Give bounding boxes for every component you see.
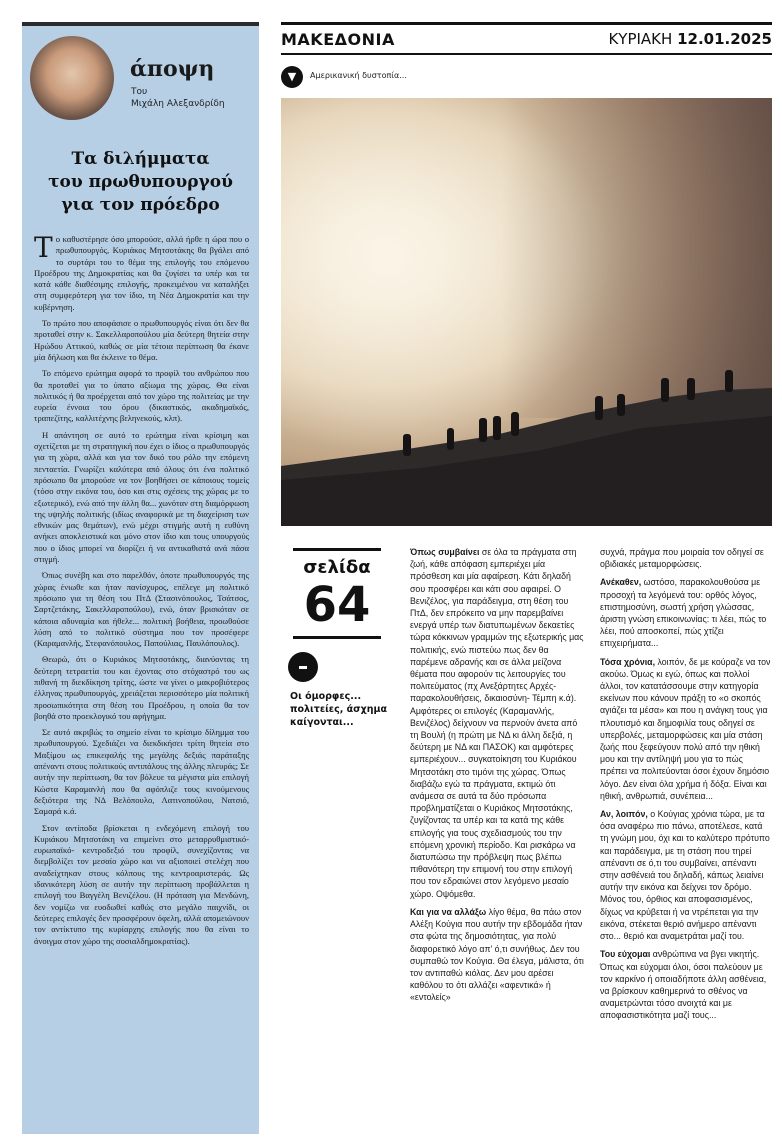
author-photo (30, 36, 114, 120)
opinion-paragraph: Θεωρώ, ότι ο Κυριάκος Μητσοτάκης, διανύοντας τη δεύτερη τετραετία του και έχοντας στο στόχαστρό του ως πιθανή τη διεκδίκηση τρίτης, ώστε να γίνει ο μακροβιότερος έλληνας πρωθυπουργός, χρειάζεται περισσότερο μία πολιτική προσωπικότητα στη θέση του Προέδρου, η οποία θα τον βοηθά στο προεκλογικό του αφήγημα. (34, 654, 249, 721)
page-marker-rule (293, 548, 381, 551)
byline (131, 86, 225, 110)
opinion-paragraph: Το επόμενο ερώτημα αφορά το προφίλ του ανθρώπου που θα προταθεί για το ύπατο αξίωμα της χώρας. Θα είναι πολιτικός ή θα προέρχεται από τον χώρο της πολιτείας με την ευρεία έννοια του όρου (δικαστικός, ακαδημαϊκός, τραπεζίτης, καλλιτέχνης βεληνεκούς, κλπ). (34, 368, 249, 424)
dropcap: Τ (34, 231, 53, 264)
opinion-paragraph: Σε αυτό ακριβώς το σημείο είναι το κρίσιμο δίλημμα του πρωθυπουργού. Σχεδιάζει να διεκδικήσει τρίτη θητεία στο Μαξίμου ως επικεφαλής της μεγάλης δεξιάς παράταξης απέναντι στους πολιτικούς αντιπάλους της άλλης πλευράς; Σε αυτήν την περίπτωση, θα τον βόλευε τα μέγιστα μία επιλογή Κώστα Καραμανλή που θα αφόπλιζε τους κινούμενους δεξιότερα της ΝΔ Βελόπουλο, Λατινοπούλου, Νατσιό, Σαμαρά κ.ά. (34, 727, 249, 817)
headline-line: Τα διλήμματα (71, 149, 210, 169)
author-name: Μιχάλη Αλεξανδρίδη (131, 99, 225, 109)
column-paragraph: Και για να αλλάξω λίγο θέμα, θα πάω στον Αλέξη Κούγια που αυτήν την εβδομάδα ήταν στα φώτα της δημοσιότητας, για πολύ διαφορετικό λόγο απ' ό,τι συνήθως. Δεν του συμπαθώ τον Κούγια. Θα έλεγα, μάλιστα, ότι τον αντιπαθώ κιόλας. Δεν μου αρέσει καθόλου το ότι αλλάζει «αφεντικά» ή «εντολείς» (410, 906, 584, 1003)
column-top-rule (22, 22, 259, 26)
headline-line: του πρωθυπουργού (48, 172, 233, 192)
opinion-body (34, 231, 249, 952)
page-label: σελίδα (303, 557, 371, 578)
paragraph-lead: Και για να αλλάξω (410, 906, 487, 917)
opinion-paragraph: Το πρώτο που αποφάσισε ο πρωθυπουργός είναι ότι δεν θα προταθεί στην κ. Σακελλαροπούλου μία δεύτερη θητεία στην Ηρώδου Αττικού, καθώς σε μία τέτοια περίπτωση θα έκανε μία δήλωση και θα έκλεινε το θέμα. (34, 318, 249, 362)
column-paragraph: Ανέκαθεν, ωστόσο, παρακολουθούσα με προσοχή τα λεγόμενά του: ορθός λόγος, επιστημοσύνη, σωστή χρήση γλώσσας, άριστη γνώση επικοινωνίας: τι λέει, πώς το λέει, πού αποσκοπεί, πώς χτίζει επιχειρήματα... (600, 577, 767, 649)
column-paragraph: Όπως συμβαίνει σε όλα τα πράγματα στη ζωή, κάθε απόφαση εμπεριέχει μία πρόσθεση και μία αφαίρεση. Κάτι δηλαδή σου προσφέρει και κάτι σου αφαιρεί. Ο Βενιζέλος, για παράδειγμα, στη θέση του ΠτΔ, δεν επρόκειτο να μην παρεμβαίνει ενεργά υπέρ των διατυπωμένων δεκαετίες τώρα κόκκινων γραμμών της εξωτερικής μας πολιτικής, ενώ πιστεύω πως δεν θα παρέμενε αδρανής και σε άλλα μείζονα θέματα που αφορούν τις λειτουργίες του πολιτεύματος (πχ Ανεξάρτητες Αρχές- παρακολουθήσεις, δικαιοσύνη- Τέμπη κ.ά). Αμφότερες οι επιλογές (Καραμανλής, Βενιζέλος) δείχνουν να περνούν άνετα από τη Βουλή (η πρώτη με ΝΔ κι άλλη δεξιά, η δεύτερη με ΝΔ και ΠΑΣΟΚ) και αμφότερες εμπεριέχουν... συγκατοίκηση του Κυριάκου Μητσοτάκη στο τιμόνι της χώρας. Όπως διαβάζω εγώ τα πράγματα, εκτιμώ ότι ανάμεσα σε αυτά τα δύο πρόσωπα προβληματίζεται ο Κυριάκος Μητσοτάκης, ζυγίζοντας τα υπέρ και τα κατά της κάθε επιλογής για τους σχεδιασμούς του την επόμενη χρονική περίοδο. Και ρισκάρω να διατυπώσω την πρόβλεψη πως βλέπω πιθανότερη την επιμονή του στην επιλογή που τον εδραιώνει στον λεγόμενο μεσαίο χώρο. Οψόμεθα. (410, 547, 584, 899)
issue-day: ΚΥΡΙΑΚΗ (608, 30, 673, 48)
side-note: Οι όμορφες... πολιτείες, άσχημα καίγονται... (290, 691, 387, 728)
paragraph-lead: Όπως συμβαίνει (410, 547, 480, 557)
column-paragraph: Του εύχομαι ανθρώπινα να βγει νικητής. Όπως και εύχομαι όλοι, όσοι παλεύουν με τον καρκίνο ή οποιαδήποτε άλλη ασθένεια, να βρίσκουν καθημερινά το σθένος να αναμετρώνται τόσο ανοιχτά και με αποφασιστικότητα μαζί τους... (600, 949, 767, 1021)
column-right (600, 546, 772, 1028)
page-marker-rule (293, 636, 381, 639)
column-middle (410, 546, 588, 1010)
opinion-paragraph: Το καθυστέρησε όσο μπορούσε, αλλά ήρθε η ώρα που ο πρωθυπουργός, Κυριάκος Μητσοτάκης θα βγάλει από το συρτάρι του το θέμα της επιλογής του επόμενου Προέδρου της Δημοκρατίας και θα ζυγίσει τα υπέρ και τα κατά κάθε διαθέσιμης επιλογής, προκειμένου να καταλήξει στη συμφερότερη για τον ίδιο, τη Νέα Δημοκρατία και την κυβέρνηση. (34, 231, 249, 312)
paragraph-lead: Του εύχομαι (600, 949, 651, 960)
opinion-paragraph: Όπως συνέβη και στο παρελθόν, όποτε πρωθυπουργός της χώρας ένιωθε και ήταν πανίσχυρος, επέλεγε μη πολιτικό πρόσωπο για τη θέση του ΠτΔ (Στασινόπουλος, Τσάτσος, Σαρτζετάκης, Σακελλαροπούλου), ενώ, όταν βρισκόταν σε κάποια αδυναμία και ήθελε... πολιτική βοήθεια, προωθούσε λύση από το πολιτικό σύστημα που τον προσέφερε (Καραμανλής, Στεφανόπουλος, Παπούλιας, Παυλόπουλος). (34, 570, 249, 649)
minus-icon (288, 652, 318, 682)
chevron-down-icon: ▼ (281, 66, 303, 88)
byline-prefix: Του (131, 87, 148, 97)
masthead-top-rule (281, 22, 772, 25)
news-photo (281, 98, 772, 526)
masthead-bottom-rule (281, 53, 772, 55)
firefighters-silhouette-image (281, 98, 772, 526)
paragraph-lead: Αν, λοιπόν, (600, 809, 648, 820)
opinion-column (22, 22, 259, 1134)
newspaper-title: ΜΑΚΕΔΟΝΙΑ (281, 30, 395, 49)
opinion-headline (32, 148, 249, 217)
column-paragraph: Τόσα χρόνια, λοιπόν, δε με κούραζε να τον ακούω. Όμως κι εγώ, όπως και πολλοί άλλοι, τον κατατάσσουμε στην κατηγορία εκείνων που κάνουν πράξη το «ο σκοπός αγιάζει τα μέσα» και που η ανάγκη τους για πλουτισμό και δημοφιλία τους οδηγεί σε υπερβολές, μεταμορφώσεις και μία στάση ζωής που ξεφεύγουν πολύ από την ηθική μου και την αντίληψή μου για το πώς πρέπει να πολιτεύονται όσοι έχουν δημόσιο λόγο. Δεν είναι όλα χρήμα ή δόξα. Είναι και ηθική, ανθρωπιά, συνέπεια... (600, 656, 771, 801)
issue-date (608, 30, 772, 48)
opinion-label: άποψη (130, 56, 215, 82)
page-number: 64 (303, 577, 371, 633)
opinion-paragraph: Η απάντηση σε αυτό το ερώτημα είναι κρίσιμη και σχετίζεται με τη στρατηγική που έχει ο ίδιος ο πρωθυπουργός για τη χώρα, αλλά και για τον δικό του ρόλο την επόμενη πενταετία. Γνωρίζει καλύτερα από όλους ότι ένα πολιτικό πρόσωπο θα μπορούσε να τον βοηθήσει σε κάποιους τομείς (τόσο στην εικόνα του, όσο και στις σχέσεις της χώρας με το εξωτερικό), ενώ από την άλλη θα... χωνόταν στη διαμόρφωση της υψηλής πολιτικής (ιδίως αναφορικά με τη διαχείριση των εθνικών μας θεμάτων), ενώ μέχρι στιγμής αυτή η ευθύνη ανήκει αποκλειστικά και μόνο στον ίδιο και τους υπουργούς που ο ίδιος μπορεί να διορίζει ή να αντικαθιστά ανά πάσα στιγμή. (34, 429, 249, 565)
column-paragraph: συχνά, πράγμα που μοιραία τον οδηγεί σε οβιδιακές μεταμορφώσεις. (600, 547, 764, 570)
paragraph-lead: Ανέκαθεν, (600, 577, 642, 588)
headline-line: για τον πρόεδρο (61, 195, 220, 215)
page-marker (293, 548, 381, 639)
opinion-paragraph: Στον αντίποδα βρίσκεται η ενδεχόμενη επιλογή του Κυριάκου Μητσοτάκη να επιμείνει στο μεταρρυθμιστικό- ευρωπαϊκό- κεντροδεξιό του προφίλ, συνεχίζοντας να διεμβολίζει τον μεσαίο χώρο και να αξιοποιεί στελέχη που αναδείχτηκαν στους κόλπους της κεντροαριστεράς. Ως ιδανικότερη λύση σε αυτήν την περίπτωση προβάλλεται η επιλογή του Βαγγέλη Βενιζέλου. (Η πρόταση για Μενδώνη, δεν νομίζω να ευοδωθεί καθώς στο μεγάλο παιχνίδι, οι δεύτερες επιλογές δεν προσφέρουν όφελη, αλλά απομειώνουν τον αντίκτυπο της κυρίαρχης επιλογής που θα είναι το άνοιγμα στον χώρο της σοσιαλδημοκρατίας). (34, 822, 249, 946)
issue-date-value: 12.01.2025 (677, 30, 772, 48)
paragraph-lead: Τόσα χρόνια, (600, 656, 656, 667)
photo-caption: Αμερικανική δυστοπία... (310, 71, 407, 80)
column-paragraph: Αν, λοιπόν, ο Κούγιας χρόνια τώρα, με τα όσα αναφέρω πιο πάνω, αποτέλεσε, κατά τη γνώμη μου, όχι και το καλύτερο πρότυπο και παράδειγμα, με τη στάση που τηρεί απέναντι σε ό,τι του συμβαίνει, απέναντι στην ασθένειά του δηλαδή, κάπως λειαίνει αυτήν την εικόνα και δείχνει τον δρόμο. Μόνος του, όρθιος και αποφασισμένος, δίχως να κρύβεται ή να ντρέπεται για την εικόνα, στέκεται θεριό ανήμερο απέναντι στο... θεριό και αναμετράται μαζί του. (600, 809, 770, 942)
